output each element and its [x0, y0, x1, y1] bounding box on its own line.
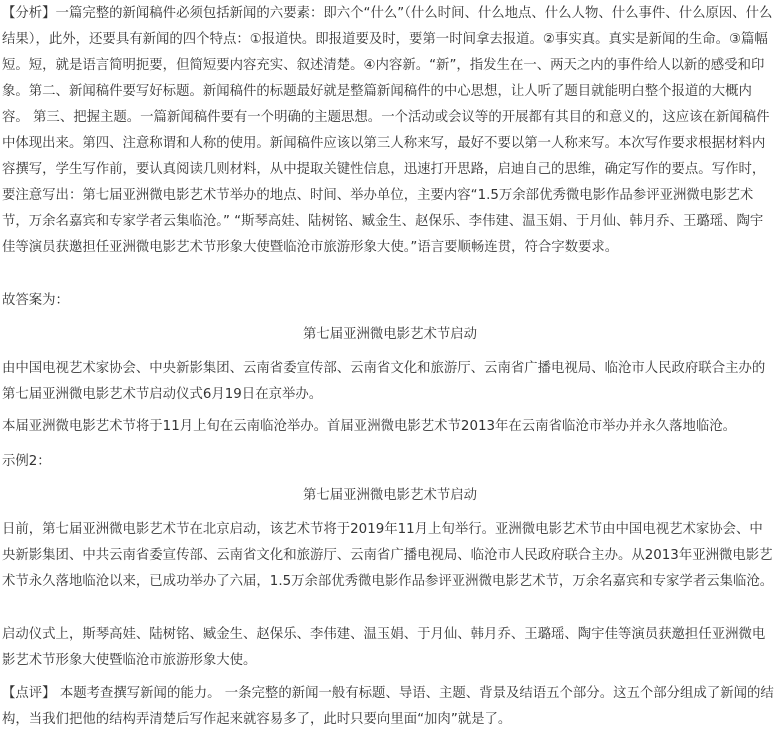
example1-paragraph-1: 由中国电视艺术家协会、中央新影集团、云南省委宣传部、云南省文化和旅游厅、云南省广播电视局、临沧市人民政府联合主办的第七届亚洲微电影艺术节启动仪式6月19日在京举办。 [2, 361, 766, 402]
comment-paragraph: 【点评】 本题考查撰写新闻的能力。 一条完整的新闻一般有标题、导语、主题、背景及结语五个部分。这五个部分组成了新闻的结构，当我们把他的结构弄清楚后写作起来就容易多了，此时只要向里面“加肉”就是了。 [2, 686, 774, 727]
analysis-paragraph: 【分析】一篇完整的新闻稿件必须包括新闻的六要素：即六个“什么”（什么时间、什么地点、什么人物、什么事件、什么原因、什么结果），此外，还要具有新闻的四个特点：①报道快。即报道要及时，要第一时间拿去报道。②事实真。真实是新闻的生命。③篇幅短。短，就是语言简明扼要，但简短要内容充实、叙述清楚。④内容新。“新”，指发生在一、两天之内的事件给人以新的感受和印象。第二、新闻稿件要写好标题。新闻稿件的标题最好就是整篇新闻稿件的中心思想，让人听了题目就能明白整个报道的大概内容。 第三、把握主题。一篇新闻稿件要有一个明确的主题思想。一个活动或会议等的开展都有其目的和意义的，这应该在新闻稿件中体现出来。第四、注意称谓和人称的使用。新闻稿件应该以第三人称来写，最好不要以第一人称来写。本次写作要求根据材料内容撰写，学生写作前，要认真阅读几则材料，从中提取关键性信息，迅速打开思路，启迪自己的思维，确定写作的要点。写作时，要注意写出：第七届亚洲微电影艺术节举办的地点、时间、举办单位，主要内容“1.5万余部优秀微电影作品参评亚洲微电影艺术节，万余名嘉宾和专家学者云集临沧。” “斯琴高娃、陆树铭、臧金生、赵保乐、李伟建、温玉娟、于月仙、韩月乔、王璐瑶、陶宇佳等演员获邀担任亚洲微电影艺术节形象大使暨临沧市旅游形象大使。”语言要顺畅连贯，符合字数要求。 [2, 6, 773, 255]
example2-paragraph-2: 启动仪式上，斯琴高娃、陆树铭、臧金生、赵保乐、李伟建、温玉娟、于月仙、韩月乔、王璐瑶、陶宇佳等演员获邀担任亚洲微电影艺术节形象大使暨临沧市旅游形象大使。 [2, 627, 766, 668]
answer-intro: 故答案为： [2, 293, 69, 308]
example1-paragraph-2: 本届亚洲微电影艺术节将于11月上旬在云南临沧举办。首届亚洲微电影艺术节2013年在云南省临沧市举办并永久落地临沧。 [2, 419, 737, 434]
example2-paragraph-1: 日前，第七届亚洲微电影艺术节在北京启动，该艺术节将于2019年11月上旬举行。亚洲微电影艺术节由中国电视艺术家协会、中央新影集团、中共云南省委宣传部、云南省文化和旅游厅、云南省广播电视局、临沧市人民政府联合主办。从2013年亚洲微电影艺术节永久落地临沧以来，已成功举办了六届，1.5万余部优秀微电影作品参评亚洲微电影艺术节，万余名嘉宾和专家学者云集临沧。 [2, 522, 774, 589]
example2-label: 示例2： [2, 454, 51, 469]
example1-title: 第七届亚洲微电影艺术节启动 [302, 327, 478, 342]
example2-title: 第七届亚洲微电影艺术节启动 [302, 488, 478, 503]
